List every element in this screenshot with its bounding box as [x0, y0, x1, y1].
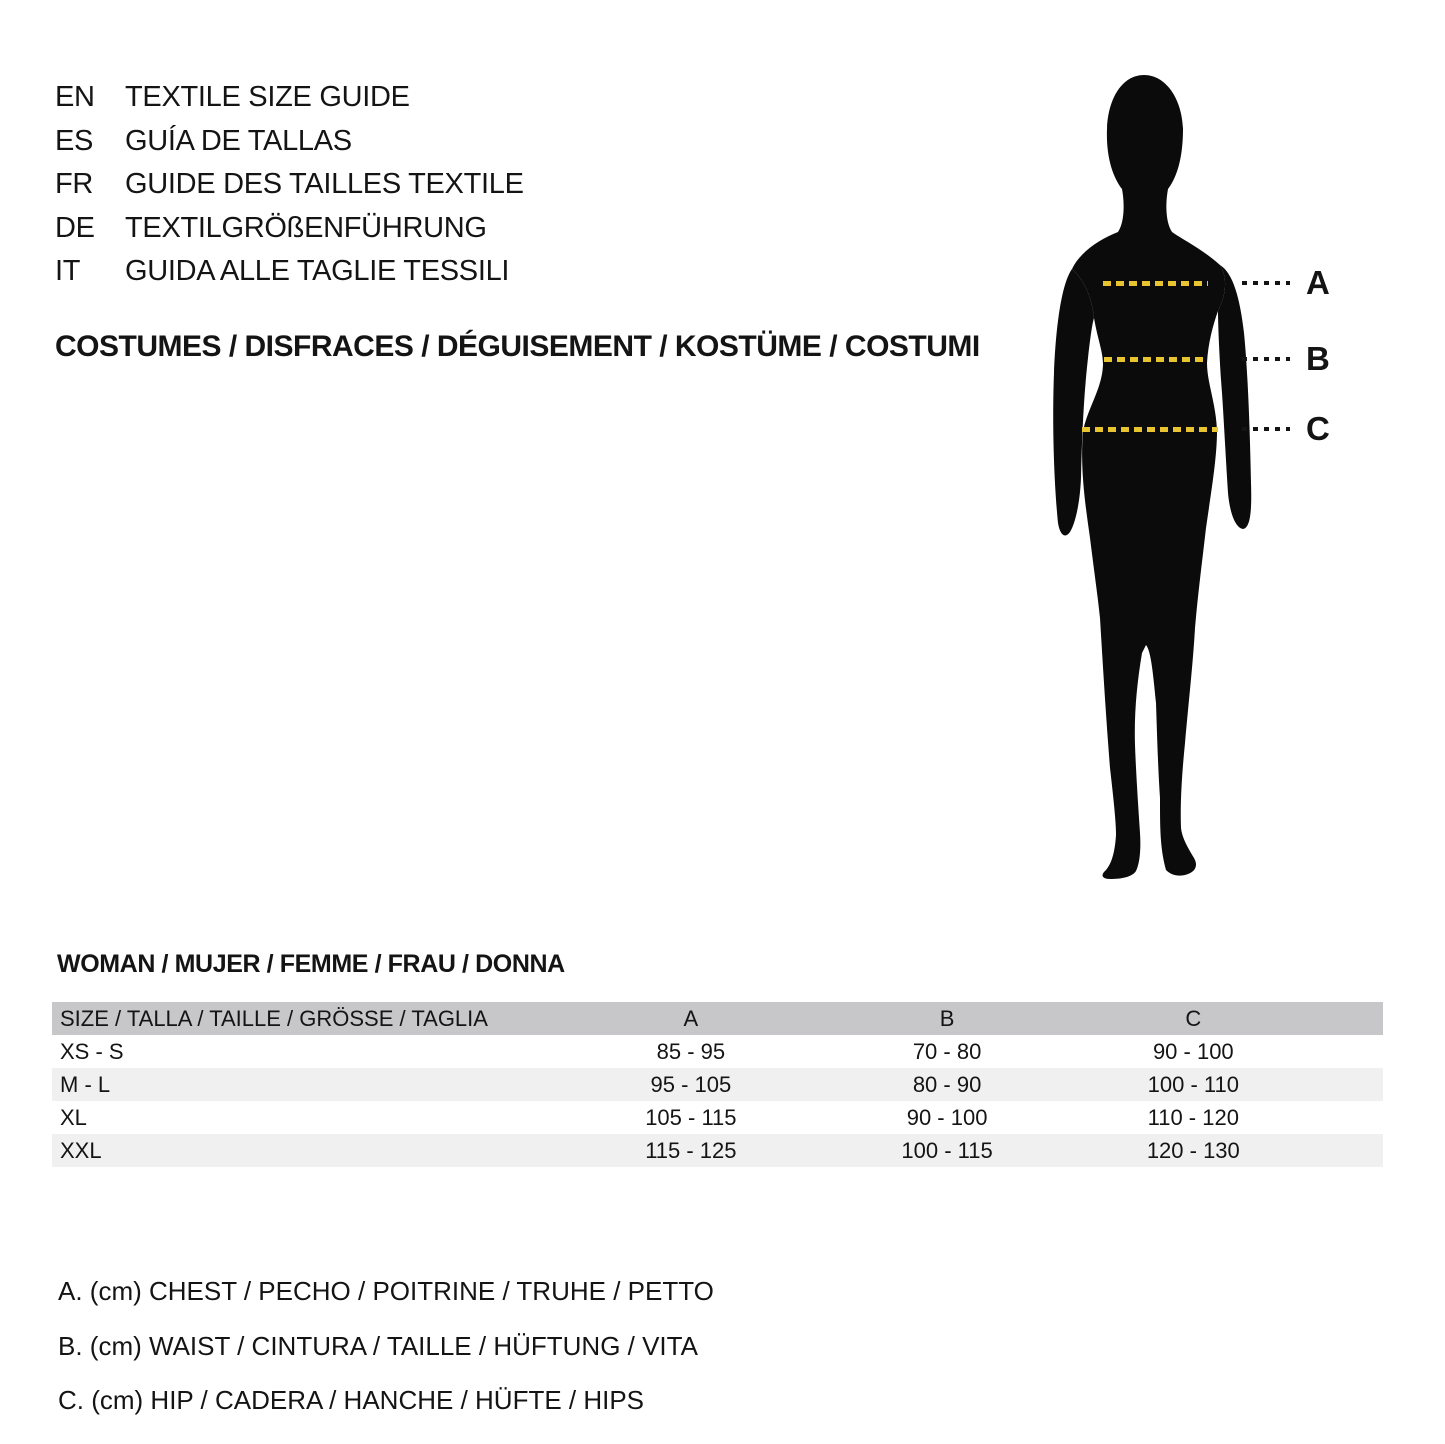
guide-title: GUÍA DE TALLAS — [125, 124, 352, 157]
table-row — [52, 1134, 1383, 1167]
chest-leader-line — [1242, 281, 1290, 285]
chest-cell: 85 - 95 — [656, 1038, 726, 1064]
waist-cell: 70 - 80 — [912, 1038, 982, 1064]
legend-item-hip: C. (cm) HIP / CADERA / HANCHE / HÜFTE / HIPS — [58, 1385, 645, 1415]
language-title-list — [55, 76, 524, 294]
size-cell: XS - S — [60, 1038, 124, 1064]
list-item — [55, 207, 524, 251]
marker-label-a: A — [1306, 264, 1330, 301]
language-code: EN — [55, 81, 95, 113]
hip-cell: 100 - 110 — [1147, 1071, 1239, 1097]
marker-label-c: C — [1306, 410, 1330, 447]
hip-cell: 110 - 120 — [1147, 1104, 1239, 1130]
guide-title: GUIDA ALLE TAGLIE TESSILI — [125, 255, 510, 287]
table-row — [52, 1068, 1383, 1101]
spacer-cell — [1316, 1068, 1383, 1101]
column-b-header: B — [939, 1005, 955, 1031]
spacer-cell — [1316, 1134, 1383, 1167]
language-code: IT — [55, 255, 81, 287]
column-c-header: C — [1185, 1005, 1202, 1031]
size-cell: XXL — [60, 1137, 102, 1163]
language-code: FR — [55, 168, 94, 200]
hip-cell: 120 - 130 — [1146, 1137, 1240, 1163]
chest-measure-line — [1103, 281, 1208, 286]
category-title: COSTUMES / DISFRACES / DÉGUISEMENT / KOSTÜME / COSTUMI — [55, 330, 980, 363]
measurement-legend — [58, 1264, 714, 1428]
list-item — [55, 76, 524, 120]
spacer-cell — [1316, 1101, 1383, 1134]
list-item — [55, 120, 524, 164]
waist-measure-line — [1104, 357, 1206, 362]
size-cell: XL — [60, 1104, 87, 1130]
column-a-header: A — [683, 1005, 699, 1031]
size-cell: M - L — [60, 1071, 111, 1097]
guide-title: TEXTILE SIZE GUIDE — [125, 81, 410, 113]
legend-item-waist: B. (cm) WAIST / CINTURA / TAILLE / HÜFTUNG / VITA — [58, 1330, 698, 1361]
guide-title: TEXTILGRÖßENFÜHRUNG — [125, 211, 487, 244]
waist-leader-line — [1242, 357, 1290, 361]
size-table — [52, 1002, 1383, 1167]
waist-cell: 100 - 115 — [901, 1137, 993, 1163]
woman-silhouette-icon — [1030, 73, 1260, 883]
marker-label-b: B — [1306, 340, 1330, 377]
language-code: DE — [55, 211, 95, 244]
spacer-cell — [1316, 1002, 1383, 1035]
hip-measure-line — [1082, 427, 1218, 432]
hip-leader-line — [1242, 427, 1290, 431]
guide-title: GUIDE DES TAILLES TEXTILE — [125, 168, 524, 200]
legend-item-chest: A. (cm) CHEST / PECHO / POITRINE / TRUHE / PETTO — [58, 1276, 714, 1306]
spacer-cell — [1316, 1035, 1383, 1068]
woman-silhouette-figure — [1030, 73, 1260, 883]
table-row — [52, 1035, 1383, 1068]
table-row — [52, 1101, 1383, 1134]
list-item — [55, 250, 524, 294]
table-header-row — [52, 1002, 1383, 1035]
waist-cell: 80 - 90 — [912, 1071, 982, 1097]
section-title-woman: WOMAN / MUJER / FEMME / FRAU / DONNA — [57, 950, 565, 978]
waist-cell: 90 - 100 — [906, 1104, 988, 1130]
list-item — [55, 163, 524, 207]
language-code: ES — [55, 124, 94, 157]
hip-cell: 90 - 100 — [1152, 1038, 1234, 1064]
size-column-header: SIZE / TALLA / TAILLE / GRÖSSE / TAGLIA — [60, 1005, 488, 1031]
chest-cell: 105 - 115 — [645, 1104, 737, 1130]
chest-cell: 115 - 125 — [645, 1137, 737, 1163]
chest-cell: 95 - 105 — [650, 1071, 732, 1097]
